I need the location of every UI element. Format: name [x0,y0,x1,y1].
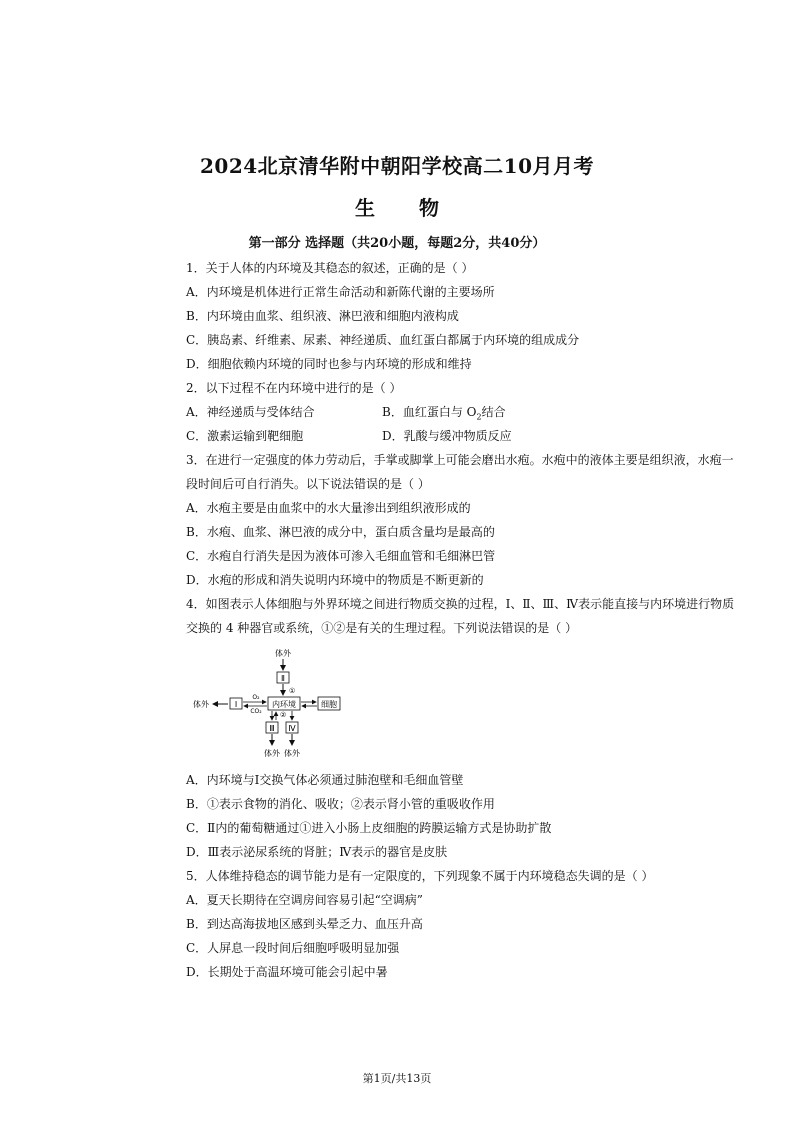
q5-option-b: B．到达高海拔地区感到头晕乏力、血压升高 [186,917,423,931]
q3-option-c: C．水疱自行消失是因为液体可渗入毛细血管和毛细淋巴管 [186,549,496,563]
q2-option-b-post: 结合 [481,405,506,419]
q4-stem-line1: 4．如图表示人体细胞与外界环境之间进行物质交换的过程，Ⅰ、Ⅱ、Ⅲ、Ⅳ表示能直接与内环境进行物质 [186,597,735,611]
inner-env-label: 内环境 [272,700,296,709]
q4-stem-line2: 交换的 4 种器官或系统，①②是有关的生理过程。下列说法错误的是（ ） [186,621,578,635]
q1-option-d: D．细胞依赖内环境的同时也参与内环境的形成和维持 [186,357,472,371]
mark-1-label: ① [289,687,296,695]
q2-option-c: C．激素运输到靶细胞 [186,429,304,443]
q3-option-d: D．水疱的形成和消失说明内环境中的物质是不断更新的 [186,573,484,587]
subject-char-2: 物 [419,196,439,220]
outside-left-label: 体外 [193,700,209,709]
q1-option-b: B．内环境由血浆、组织液、淋巴液和细胞内液构成 [186,309,459,323]
q4-option-b: B．①表示食物的消化、吸收；②表示肾小管的重吸收作用 [186,797,495,811]
o2-label: O₂ [252,694,260,701]
q2-stem: 2．以下过程不在内环境中进行的是（ ） [186,381,402,395]
q4-option-c: C．Ⅱ内的葡萄糖通过①进入小肠上皮细胞的跨膜运输方式是协助扩散 [186,821,552,835]
box-ii-label: Ⅱ [281,674,285,683]
q1-stem: 1．关于人体的内环境及其稳态的叙述，正确的是（ ） [186,261,474,275]
exchange-diagram [190,645,350,760]
subject-char-1: 生 [355,196,375,220]
q2-option-b [382,404,506,425]
box-i-label: Ⅰ [234,700,238,709]
q2-option-a: A．神经递质与受体结合 [186,405,315,419]
subject-heading [0,192,794,221]
q4-option-a: A．内环境与Ⅰ交换气体必须通过肺泡壁和毛细血管壁 [186,773,464,787]
exam-title: 2024北京清华附中朝阳学校高二10月月考 [200,154,594,178]
box-iv-label: Ⅳ [288,724,296,733]
q5-option-a: A．夏天长期待在空调房间容易引起“空调病” [186,893,423,907]
q1-option-a: A．内环境是机体进行正常生命活动和新陈代谢的主要场所 [186,285,495,299]
q3-stem-line1: 3．在进行一定强度的体力劳动后，手掌或脚掌上可能会磨出水疱。水疱中的液体主要是组织液，水疱一 [186,453,734,467]
q1-option-c: C．胰岛素、纤维素、尿素、神经递质、血红蛋白都属于内环境的组成成分 [186,333,580,347]
section-title: 第一部分 选择题（共20小题，每题2分，共40分） [248,236,546,251]
q2-option-b-sub: 2 [476,412,482,422]
q3-option-a: A．水疱主要是由血浆中的水大量渗出到组织液形成的 [186,501,471,515]
outside-top-label: 体外 [275,649,291,658]
q2-option-b-pre: B．血红蛋白与 O [382,405,477,419]
box-iii-label: Ⅲ [269,724,275,733]
cell-label: 细胞 [321,700,337,709]
q5-option-d: D．长期处于高温环境可能会引起中暑 [186,965,388,979]
q3-stem-line2: 段时间后可自行消失。以下说法错误的是（ ） [186,477,430,491]
co2-label: CO₂ [250,708,262,715]
mark-2-label: ② [280,711,287,719]
q4-option-d: D．Ⅲ表示泌尿系统的肾脏；Ⅳ表示的器官是皮肤 [186,845,448,859]
q5-option-c: C．人屏息一段时间后细胞呼吸明显加强 [186,941,400,955]
q5-stem: 5．人体维持稳态的调节能力是有一定限度的，下列现象不属于内环境稳态失调的是（ ） [186,869,654,883]
q3-option-b: B．水疱、血浆、淋巴液的成分中，蛋白质含量均是最高的 [186,525,495,539]
page-footer: 第1页/共13页 [362,1072,432,1085]
outside-bottom-1-label: 体外 [264,749,280,758]
outside-bottom-2-label: 体外 [284,749,300,758]
q2-option-d: D．乳酸与缓冲物质反应 [382,429,512,443]
